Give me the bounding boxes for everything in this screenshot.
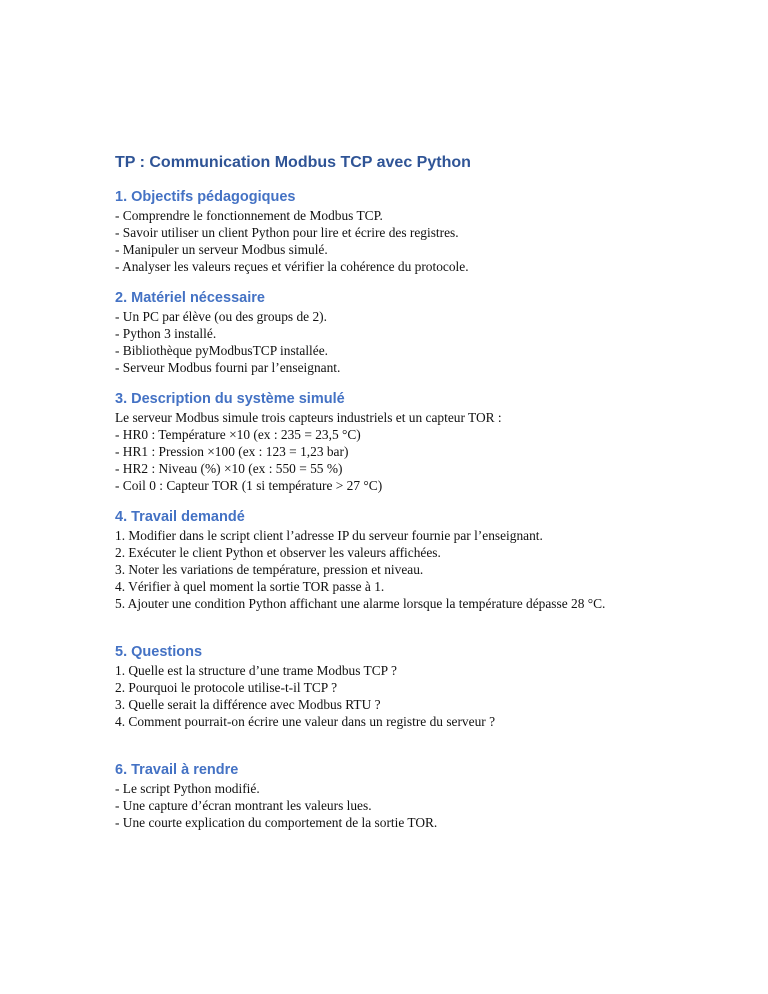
list-item: 3. Quelle serait la différence avec Modbus RTU ?	[115, 697, 381, 712]
document-page	[115, 153, 675, 844]
list-item: Le serveur Modbus simule trois capteurs industriels et un capteur TOR :	[115, 410, 502, 425]
section-objectifs	[115, 187, 675, 275]
section-heading: 2. Matériel nécessaire	[115, 290, 265, 306]
list-item: - Python 3 installé.	[115, 326, 217, 341]
list-item: 4. Comment pourrait-on écrire une valeur dans un registre du serveur ?	[115, 714, 496, 729]
list-item: 5. Ajouter une condition Python affichant une alarme lorsque la température dépasse 28 °C.	[115, 596, 606, 611]
list-item: - Un PC par élève (ou des groups de 2).	[115, 309, 327, 324]
section-description	[115, 389, 675, 494]
list-item: - HR0 : Température ×10 (ex : 235 = 23,5 °C)	[115, 427, 361, 442]
list-item: 3. Noter les variations de température, pression et niveau.	[115, 562, 424, 577]
list-item: - Le script Python modifié.	[115, 781, 260, 796]
document-body	[115, 187, 675, 831]
section-heading: 6. Travail à rendre	[115, 762, 239, 778]
list-item: - Savoir utiliser un client Python pour lire et écrire des registres.	[115, 225, 459, 240]
list-item: 2. Pourquoi le protocole utilise-t-il TCP ?	[115, 680, 338, 695]
list-item: - Bibliothèque pyModbusTCP installée.	[115, 343, 328, 358]
list-item: - Comprendre le fonctionnement de Modbus TCP.	[115, 208, 383, 223]
list-item: - Analyser les valeurs reçues et vérifier la cohérence du protocole.	[115, 259, 469, 274]
list-item: - Une courte explication du comportement de la sortie TOR.	[115, 815, 438, 830]
document-title: TP : Communication Modbus TCP avec Python	[115, 154, 471, 171]
list-item: - Serveur Modbus fourni par l’enseignant.	[115, 360, 341, 375]
list-item: - Coil 0 : Capteur TOR (1 si température > 27 °C)	[115, 478, 383, 493]
section-questions	[115, 642, 675, 730]
section-heading: 3. Description du système simulé	[115, 391, 345, 407]
list-item: 2. Exécuter le client Python et observer les valeurs affichées.	[115, 545, 441, 560]
list-item: 4. Vérifier à quel moment la sortie TOR passe à 1.	[115, 579, 385, 594]
section-heading: 1. Objectifs pédagogiques	[115, 189, 296, 205]
list-item: - Manipuler un serveur Modbus simulé.	[115, 242, 328, 257]
section-heading: 4. Travail demandé	[115, 509, 245, 525]
section-materiel	[115, 288, 675, 376]
list-item: 1. Modifier dans le script client l’adresse IP du serveur fournie par l’enseignant.	[115, 528, 543, 543]
section-heading: 5. Questions	[115, 644, 203, 660]
section-travail-a-rendre	[115, 760, 675, 831]
section-travail-demande	[115, 507, 675, 612]
list-item: - Une capture d’écran montrant les valeurs lues.	[115, 798, 372, 813]
list-item: - HR2 : Niveau (%) ×10 (ex : 550 = 55 %)	[115, 461, 343, 476]
list-item: 1. Quelle est la structure d’une trame Modbus TCP ?	[115, 663, 397, 678]
list-item: - HR1 : Pression ×100 (ex : 123 = 1,23 bar)	[115, 444, 349, 459]
